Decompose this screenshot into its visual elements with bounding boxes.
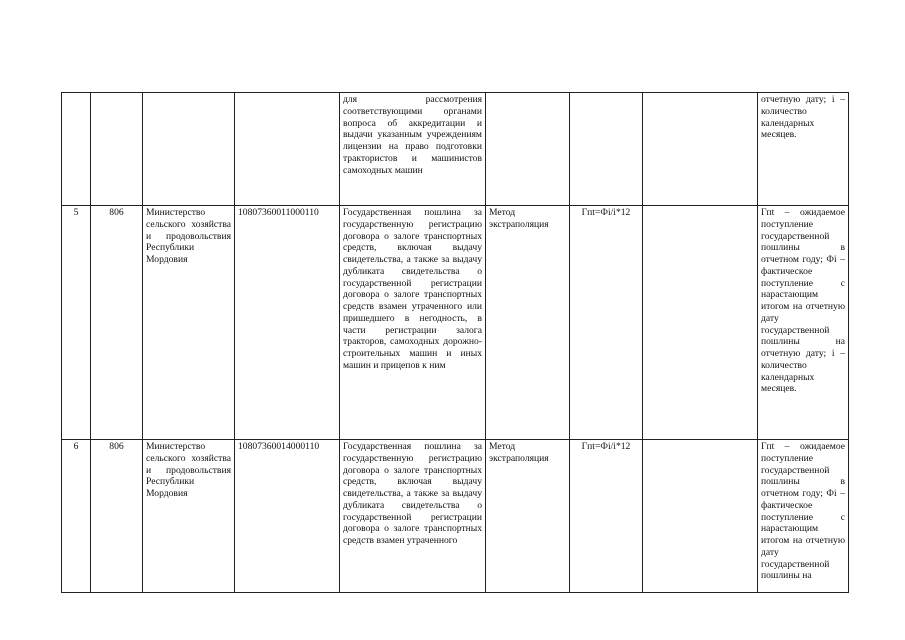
admin-code-cell: 806 (91, 440, 143, 593)
kbk-code-cell: 10807360014000110 (235, 440, 340, 593)
formula-cell: Гпt=Фi/i*12 (570, 206, 643, 440)
formula-cell: Гпt=Фi/i*12 (570, 440, 643, 593)
table-row (62, 93, 849, 206)
empty-cell (643, 440, 758, 593)
notes-cell: Гпt – ожидаемое поступление государственной пошлины в отчетном году; Фi – фактическое поступление с нарастающим итогом на отчетную дату государственной пошлины на отчетную дату; i – количество календарных месяцев. (758, 206, 849, 440)
empty-cell (643, 93, 758, 206)
revenue-description-cell: для рассмотрения соответствующими органами вопроса об аккредитации и выдачи указанным учреждениям лицензии на право подготовки трактористов и машинистов самоходных машин (340, 93, 486, 206)
notes-cell: отчетную дату; i – количество календарных месяцев. (758, 93, 849, 206)
row-number-cell: 6 (62, 440, 91, 593)
method-cell: Метод экстраполяция (486, 440, 570, 593)
admin-code-cell: 806 (91, 206, 143, 440)
administrator-name-cell (143, 93, 235, 206)
revenue-description-cell: Государственная пошлина за государственную регистрацию договора о залоге транспортных средств, включая выдачу свидетельства, а также за выдачу дубликата свидетельства о государственной регистрации договора о залоге транспортных средств взамен утраченного или пришедшего в негодность, в части регистрации залога тракторов, самоходных дорожно-строительных машин и иных машин и прицепов к ним (340, 206, 486, 440)
method-cell: Метод экстраполяция (486, 206, 570, 440)
empty-cell (643, 206, 758, 440)
formula-cell (570, 93, 643, 206)
administrator-name-cell: Министерство сельского хозяйства и продовольствия Республики Мордовия (143, 440, 235, 593)
administrator-name-cell: Министерство сельского хозяйства и продовольствия Республики Мордовия (143, 206, 235, 440)
revenue-forecast-table (61, 92, 849, 593)
row-number-cell: 5 (62, 206, 91, 440)
revenue-description-cell: Государственная пошлина за государственную регистрацию договора о залоге транспортных средств, включая выдачу свидетельства, а также за выдачу дубликата свидетельства о государственной регистрации договора о залоге транспортных средств взамен утраченного (340, 440, 486, 593)
row-number-cell (62, 93, 91, 206)
table-row (62, 206, 849, 440)
admin-code-cell (91, 93, 143, 206)
kbk-code-cell: 10807360011000110 (235, 206, 340, 440)
kbk-code-cell (235, 93, 340, 206)
table-row (62, 440, 849, 593)
method-cell (486, 93, 570, 206)
notes-cell: Гпt – ожидаемое поступление государственной пошлины в отчетном году; Фi – фактическое поступление с нарастающим итогом на отчетную дату государственной пошлины на (758, 440, 849, 593)
